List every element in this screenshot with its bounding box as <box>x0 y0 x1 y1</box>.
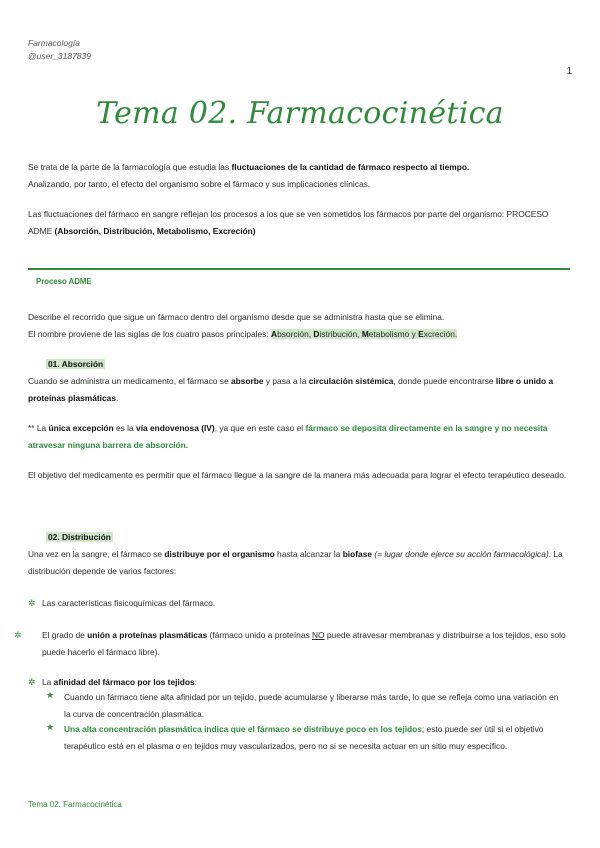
text: El nombre proviene de las siglas de los cuatro pasos principales: <box>28 328 272 339</box>
text: . La distribución depende de varios factores: <box>28 549 563 576</box>
section-divider <box>28 268 570 270</box>
asterisk-bullet-icon: ✲ <box>28 598 36 608</box>
heading-distribucion <box>46 532 113 542</box>
asterisk-bullet-icon: ✲ <box>28 677 36 687</box>
text: puede atravesar membranas y distribuirse a los tejidos, eso solo puede hacerlo el fármaco libre). <box>42 630 566 657</box>
star-bullet-icon: ★ <box>46 690 55 700</box>
intro-paragraph-1 <box>28 159 574 192</box>
adme-paragraph <box>28 309 574 342</box>
text-bold: biofase <box>342 549 373 559</box>
text: ** La <box>28 423 49 433</box>
text: Describe el recorrido que sigue un fármaco dentro del organismo desde que se administra hasta que se elimina. <box>28 312 445 322</box>
text-italic: (= lugar donde ejerce su acción farmacológica) <box>372 549 549 559</box>
text-bold: unión a proteínas plasmáticas <box>87 630 208 640</box>
asterisk-bullet-icon: ✲ <box>14 630 22 640</box>
text: etabolismo y <box>368 328 419 339</box>
affinity-subbullet-2 <box>64 721 564 754</box>
text: Analizando, por tanto, el efecto del organismo sobre el fármaco y sus implicaciones clínicas. <box>28 178 371 189</box>
header-subject: Farmacología <box>28 38 80 48</box>
text-underline: NO <box>312 630 325 640</box>
text-bold: absorbe <box>230 376 264 386</box>
absorcion-paragraph-1 <box>28 373 574 406</box>
distribucion-paragraph-1 <box>28 546 574 579</box>
text: , donde puede encontrarse <box>393 376 496 386</box>
text: La <box>42 677 54 687</box>
text: , ya que en este caso el <box>214 423 306 433</box>
text: bsorción, <box>277 328 314 339</box>
text: : <box>194 677 197 687</box>
intro-paragraph-2 <box>28 206 574 239</box>
text: istribución, <box>319 328 362 339</box>
text: . <box>115 392 119 403</box>
text-bold: libre o unido a proteínas plasmáticas <box>28 376 554 403</box>
text: xcreción. <box>423 328 458 339</box>
text: es la <box>113 423 137 433</box>
text: Se trata de la parte de la farmacología que estudia las <box>28 162 232 172</box>
text: Una vez en la sangre, el fármaco se <box>28 549 165 559</box>
text-green: fármaco se deposita directamente en la sangre y no necesita atravesar ninguna barrera de absorción. <box>28 423 548 450</box>
text: Las características fisicoquímicas del fármaco. <box>42 598 216 608</box>
text: Las fluctuaciones del fármaco en sangre reflejan los procesos a los que se ven sometidos los fármacos por parte del organismo: PROCESO ADME <box>28 209 549 236</box>
page-number: 1 <box>566 66 572 77</box>
adme-acronym-highlight <box>271 329 457 339</box>
header-user: @user_3187839 <box>28 51 91 61</box>
letter: A <box>271 328 278 339</box>
text-bold: vía endovenosa (IV) <box>136 423 215 433</box>
star-bullet-icon: ★ <box>46 722 55 732</box>
text: (fármaco unido a proteínas <box>207 630 312 640</box>
text: hasta alcanzar la <box>274 549 343 559</box>
factor-bullet-2 <box>14 627 574 660</box>
text: El grado de <box>42 630 88 640</box>
page-title: Tema 02. Farmacocinética <box>96 96 504 131</box>
text-bold: fluctuaciones de la cantidad de fármaco respecto al tiempo. <box>231 162 470 172</box>
text-bold: (Absorción, Distribución, Metabolismo, Excreción) <box>54 225 256 236</box>
section-label: Proceso ADME <box>36 277 92 286</box>
heading-absorcion <box>46 359 105 369</box>
factor-bullet-1 <box>28 595 574 612</box>
affinity-subbullet-1: Cuando un fármaco tiene alta afinidad por un tejido, puede acumularse y liberarse más tarde, lo que se refleja como una variación en la curva de concentración plasmática. <box>64 692 559 719</box>
text-green: Una alta concentración plasmática indica que el fármaco se distribuye poco en los tejidos <box>64 724 422 734</box>
footer-title: Tema 02. Farmacocinética <box>28 800 122 809</box>
text-bold: afinidad del fármaco por los tejidos <box>53 677 195 687</box>
text: ; esto puede ser útil si el objetivo terapéutico está en el plasma o en tejidos muy vascularizados, pero no si se necesita actuar en un sitio muy específico. <box>64 724 544 751</box>
letter: M <box>361 328 369 339</box>
text-bold: distribuye por el organismo <box>164 549 275 559</box>
text: y pasa a la <box>263 376 309 386</box>
heading-text: 02. Distribución <box>48 532 111 542</box>
letter: D <box>313 328 320 339</box>
heading-text: 01. Absorción <box>48 359 104 369</box>
text: Cuando se administra un medicamento, el fármaco se <box>28 376 231 386</box>
text-bold: única excepción <box>48 423 114 433</box>
text-bold: circulación sistémica <box>308 376 394 386</box>
letter: E <box>418 328 424 339</box>
absorcion-paragraph-2 <box>28 420 574 453</box>
absorcion-paragraph-3: El objetivo del medicamento es permitir que el fármaco llegue a la sangre de la manera más adecuada para lograr el efecto terapéutico deseado. <box>28 470 567 480</box>
